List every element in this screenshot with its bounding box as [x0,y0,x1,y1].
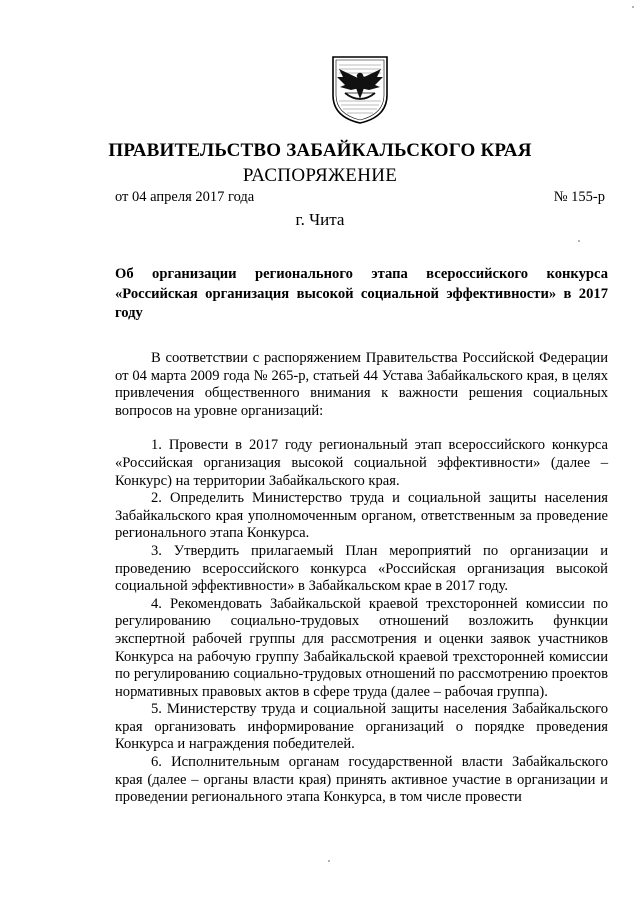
scan-speck [578,240,580,242]
preamble-paragraph: В соответствии с распоряжением Правительства Российской Федерации от 04 марта 2009 года № 265-р, статьей 44 Устава Забайкальского края, в целях привлечения общественного внимания к важности решения социальных вопросов на уровне организаций: [115,350,608,419]
government-title: ПРАВИТЕЛЬСТВО ЗАБАЙКАЛЬСКОГО КРАЯ [108,140,532,161]
scan-speck [632,6,634,8]
clause-5: 5. Министерству труда и социальной защиты населения Забайкальского края организовать информирование организаций о порядке проведения Конкурса и награждения победителей. [115,701,608,753]
clause-1: 1. Провести в 2017 году региональный этап всероссийского конкурса «Российская организация высокой социальной эффективности» (далее – Конкурс) на территории Забайкальского края. [115,437,608,489]
document-type: РАСПОРЯЖЕНИЕ [242,165,398,186]
document-city: г. Чита [295,210,345,229]
document-subject: Об организации регионального этапа всероссийского конкурса «Российская организация высокой социальной эффективности» в 2017 году [115,266,608,321]
clause-3: 3. Утвердить прилагаемый План мероприятий по организации и проведению всероссийского конкурса «Российская организация высокой социальной эффективности» в Забайкальском крае в 2017 году. [115,542,608,595]
document-date: от 04 апреля 2017 года [115,189,255,205]
document-body [115,350,608,807]
coat-of-arms-icon [331,55,389,125]
clause-4: 4. Рекомендовать Забайкальской краевой трехсторонней комиссии по регулированию социально-трудовых отношений возложить функции экспертной рабочей группы для рассмотрения и оценки заявок участников Конкурса на рабочую группу Забайкальской краевой трехсторонней комиссии по регулированию социально-трудовых отношений по рассмотрению проектов нормативных правовых актов в сфере труда (далее – рабочая группа). [115,595,608,700]
clause-6: 6. Исполнительным органам государственной власти Забайкальского края (далее – органы власти края) принять активное участие в организации и проведении регионального этапа Конкурса, в том числе провести [115,754,608,806]
scan-speck [328,860,330,862]
clause-2: 2. Определить Министерство труда и социальной защиты населения Забайкальского края уполномоченным органом, ответственным за проведение регионального этапа Конкурса. [115,490,608,542]
document-number: № 155-р [553,189,605,205]
